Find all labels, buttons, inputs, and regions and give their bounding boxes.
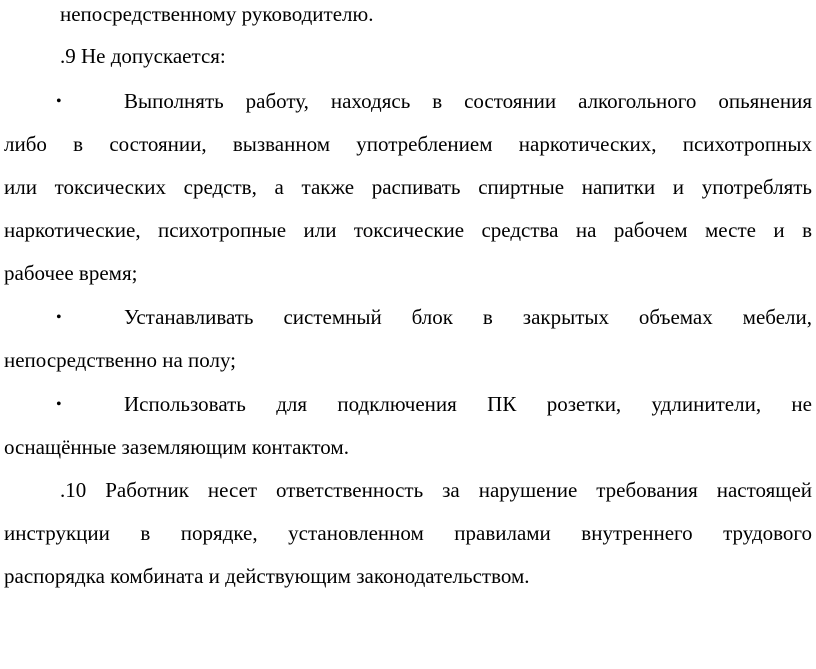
section-10-line: .10 Работник несет ответственность за нарушение требования настоящей	[60, 478, 812, 502]
paragraph-line: рабочее время;	[4, 261, 138, 285]
bullet-icon: •	[56, 396, 62, 413]
section-9-heading: .9 Не допускается:	[60, 44, 226, 68]
paragraph-line: либо в состоянии, вызванном употреблением наркотических, психотропных	[4, 132, 812, 156]
list-item	[0, 296, 816, 339]
list-item-text: Использовать для подключения ПК розетки, удлинители, не	[124, 392, 812, 416]
paragraph-line: или токсических средств, а также распивать спиртные напитки и употреблять	[4, 175, 812, 199]
paragraph-line: оснащённые заземляющим контактом.	[4, 435, 349, 459]
list-item	[0, 383, 816, 426]
paragraph-line: наркотические, психотропные или токсические средства на рабочем месте и в	[4, 218, 812, 242]
list-item	[0, 80, 816, 123]
list-item-text: Устанавливать системный блок в закрытых объемах мебели,	[124, 305, 812, 329]
paragraph-line: распорядка комбината и действующим законодательством.	[4, 564, 530, 588]
bullet-icon: •	[56, 93, 62, 110]
paragraph-line: инструкции в порядке, установленном правилами внутреннего трудового	[4, 521, 812, 545]
paragraph-line: непосредственно на полу;	[4, 348, 237, 372]
list-item-text: Выполнять работу, находясь в состоянии алкогольного опьянения	[124, 89, 812, 113]
paragraph-line: непосредственному руководителю.	[60, 2, 374, 26]
bullet-icon: •	[56, 309, 62, 326]
